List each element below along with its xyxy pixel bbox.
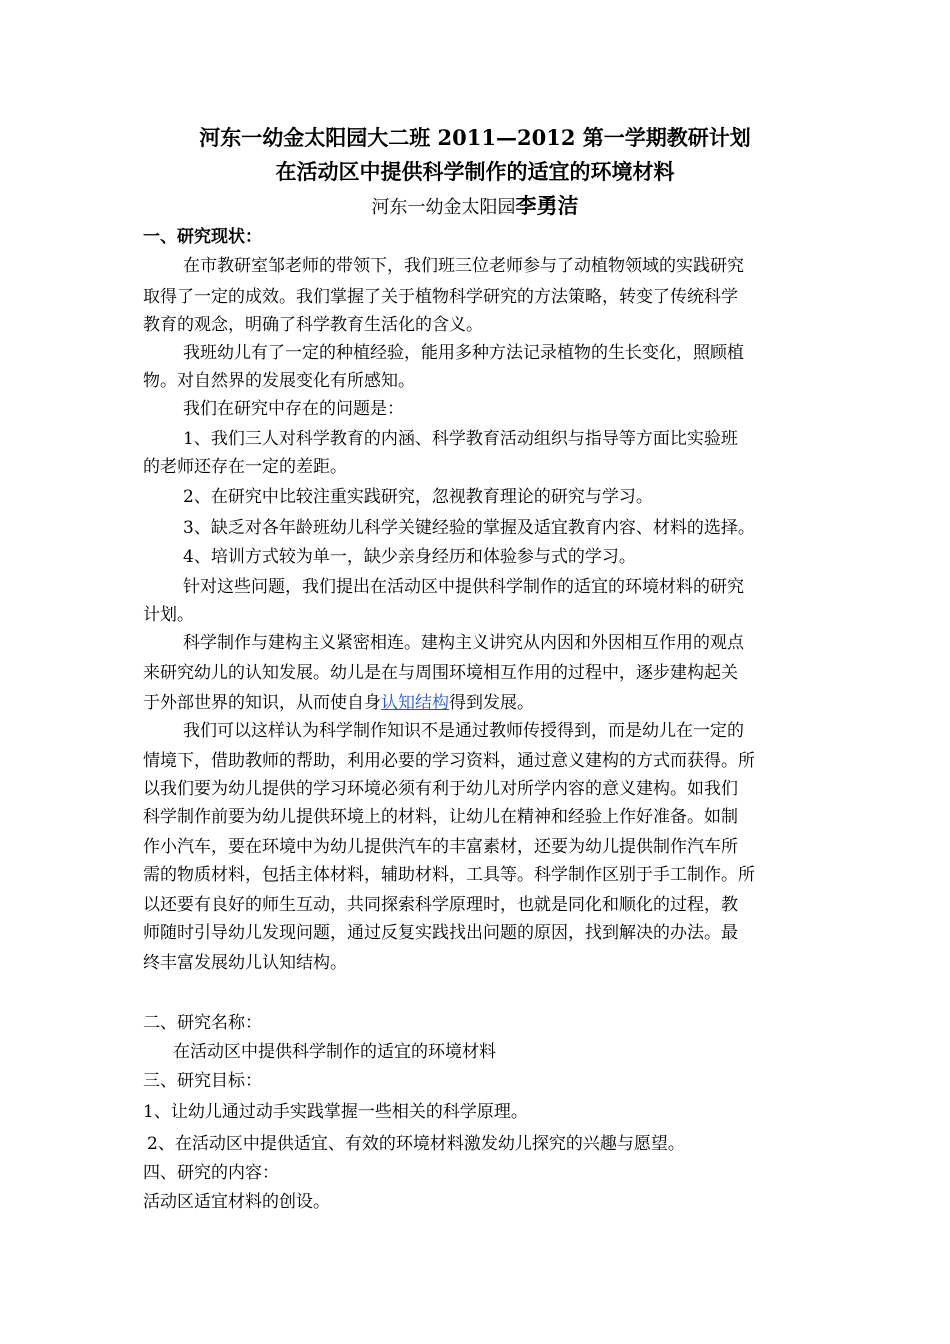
paragraph-line: 1、我们三人对科学教育的内涵、科学教育活动组织与指导等方面比实验班 [183,429,738,449]
document-title: 河东一幼金太阳园大二班 2011—2012 第一学期教研计划 [199,125,751,150]
section2-heading: 二、研究名称： [143,1013,262,1033]
paragraph-line: 来研究幼儿的认知发展。幼儿是在与周围环境相互作用的过程中，逐步建构起关 [143,663,738,683]
paragraph-line [143,692,813,714]
paragraph-line: 2、在研究中比较注重实践研究，忽视教育理论的研究与学习。 [183,487,653,507]
text-run: 于外部世界的知识，从而使自身 [143,693,381,713]
paragraph-line: 的老师还存在一定的差距。 [143,457,347,477]
document-subtitle: 在活动区中提供科学制作的适宜的环境材料 [275,159,675,184]
paragraph-line: 师随时引导幼儿发现问题，通过反复实践找出问题的原因，找到解决的办法。最 [143,923,738,943]
section3-heading: 三、研究目标： [143,1071,262,1091]
paragraph-line: 在市教研室邹老师的带领下，我们班三位老师参与了动植物领域的实践研究 [183,256,744,276]
text-run: 得到发展。 [449,693,534,713]
paragraph-line: 以我们要为幼儿提供的学习环境必须有利于幼儿对所学内容的意义建构。如我们 [143,779,738,799]
paragraph-line: 我们在研究中存在的问题是： [183,399,404,419]
goal-item: 1、让幼儿通过动手实践掌握一些相关的科学原理。 [143,1102,528,1122]
paragraph-line: 情境下，借助教师的帮助，利用必要的学习资料，通过意义建构的方式而获得。所 [143,751,755,771]
section4-text: 活动区适宜材料的创设。 [143,1192,330,1212]
paragraph-line: 计划。 [143,605,194,625]
paragraph-line: 我们可以这样认为科学制作知识不是通过教师传授得到，而是幼儿在一定的 [183,721,744,741]
author-line [0,190,950,220]
paragraph-line: 需的物质材料，包括主体材料，辅助材料，工具等。科学制作区别于手工制作。所 [143,865,755,885]
goal-item: 2、在活动区中提供适宜、有效的环境材料激发幼儿探究的兴趣与愿望。 [147,1134,685,1154]
paragraph-line: 物。对自然界的发展变化有所感知。 [143,371,415,391]
paragraph-line: 我班幼儿有了一定的种植经验，能用多种方法记录植物的生长变化，照顾植 [183,343,744,363]
author-name: 李勇洁 [515,193,579,218]
paragraph-line: 教育的观念，明确了科学教育生活化的含义。 [143,315,483,335]
paragraph-line: 4、培训方式较为单一，缺少亲身经历和体验参与式的学习。 [183,547,636,567]
section1-heading: 一、研究现状： [143,227,262,247]
cognitive-structure-link[interactable]: 认知结构 [381,693,449,713]
paragraph-line: 针对这些问题，我们提出在活动区中提供科学制作的适宜的环境材料的研究 [183,577,744,597]
paragraph-line: 3、缺乏对各年龄班幼儿科学关键经验的掌握及适宜教育内容、材料的选择。 [183,518,755,538]
paragraph-line: 取得了一定的成效。我们掌握了关于植物科学研究的方法策略，转变了传统科学 [143,287,738,307]
paragraph-line: 科学制作与建构主义紧密相连。建构主义讲究从内因和外因相互作用的观点 [183,633,744,653]
section2-text: 在活动区中提供科学制作的适宜的环境材料 [173,1042,496,1062]
section4-heading: 四、研究的内容： [143,1163,279,1183]
paragraph-line: 作小汽车，要在环境中为幼儿提供汽车的丰富素材，还要为幼儿提供制作汽车所 [143,837,738,857]
paragraph-line: 终丰富发展幼儿认知结构。 [143,953,347,973]
paragraph-line: 以还要有良好的师生互动，共同探索科学原理时，也就是同化和顺化的过程，教 [143,895,738,915]
paragraph-line: 科学制作前要为幼儿提供环境上的材料，让幼儿在精神和经验上作好准备。如制 [143,807,738,827]
author-org: 河东一幼金太阳园 [371,197,516,218]
